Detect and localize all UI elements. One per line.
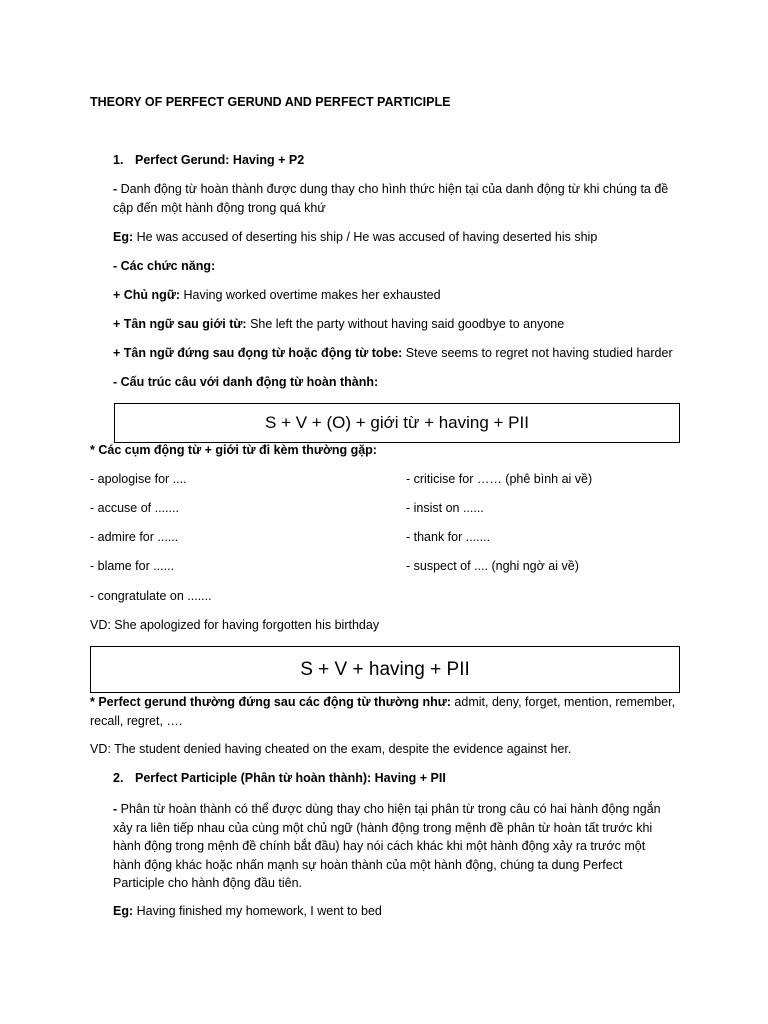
vd-example-2: VD: The student denied having cheated on the exam, despite the evidence against her.: [90, 742, 572, 756]
section2-example: [113, 904, 382, 918]
prep-object-function: [113, 317, 564, 331]
phrase-left-item: - accuse of .......: [90, 501, 179, 515]
eg-label: Eg:: [113, 230, 134, 244]
after-verbs-label: * Perfect gerund thường đứng sau các động từ thường như:: [90, 695, 451, 709]
section1-example: [113, 230, 597, 244]
phrase-right-item: - suspect of .... (nghi ngờ ai về): [406, 559, 579, 573]
formula-box-1: [114, 403, 680, 443]
document-title: THEORY OF PERFECT GERUND AND PERFECT PARTICIPLE: [90, 95, 451, 109]
section1-heading: Perfect Gerund: Having + P2: [135, 153, 305, 167]
after-verbs-note: [90, 693, 680, 730]
definition-text: Danh động từ hoàn thành được dung thay cho hình thức hiện tại của danh động từ khi chúng ta đề cập đến một hành động trong quá khứ: [113, 182, 669, 215]
phrase-left-item: - congratulate on .......: [90, 589, 212, 603]
section2-definition: [113, 800, 673, 893]
prep-object-text: She left the party without having said goodbye to anyone: [246, 317, 565, 331]
eg-label: Eg:: [113, 904, 134, 918]
eg-text: Having finished my homework, I went to bed: [133, 904, 382, 918]
phrase-right-item: - criticise for …… (phê bình ai về): [406, 472, 593, 486]
subject-text: Having worked overtime makes her exhausted: [180, 288, 441, 302]
verb-object-text: Steve seems to regret not having studied harder: [402, 346, 673, 360]
vd-example-1: VD: She apologized for having forgotten his birthday: [90, 618, 380, 632]
phrase-right-item: - insist on ......: [406, 501, 484, 515]
section2-number: 2.: [113, 771, 124, 785]
section2-heading: Perfect Participle (Phân từ hoàn thành): Having + PII: [135, 771, 446, 785]
eg-text: He was accused of deserting his ship / He was accused of having deserted his ship: [133, 230, 598, 244]
structure-label: - Cấu trúc câu với danh động từ hoàn thành:: [113, 375, 379, 389]
formula-1-text: S + V + (O) + giới từ + having + PII: [265, 413, 529, 432]
subject-label: + Chủ ngữ:: [113, 288, 181, 302]
phrase-right-item: - thank for .......: [406, 530, 491, 544]
section1-number: 1.: [113, 153, 124, 167]
formula-box-2: [90, 646, 680, 693]
phrase-left-item: - blame for ......: [90, 559, 175, 573]
prep-object-label: + Tân ngữ sau giới từ:: [113, 317, 247, 331]
subject-function: [113, 288, 441, 302]
definition-text: Phân từ hoàn thành có thể được dùng thay cho hiện tại phân từ trong câu có hai hành động ngắn xảy ra liên tiếp nhau của cùng một chủ ngữ (hành động trong mệnh đề phân từ hoàn tất trước khi hành động trong mệnh đề chính bắt đầu) hay nói cách khác khi một hành động xảy ra trước một hành động khác hoặc nhấn mạnh sự hoàn thành của một hành động, chúng ta dung Perfect Participle cho hành động đầu tiên.: [113, 802, 661, 890]
phrase-left-item: - admire for ......: [90, 530, 179, 544]
phrasal-verbs-label: * Các cụm động từ + giới từ đi kèm thường gặp:: [90, 443, 377, 457]
section1-definition: [113, 180, 683, 217]
phrase-left-item: - apologise for ....: [90, 472, 187, 486]
bullet-dash: -: [113, 802, 118, 816]
verb-object-function: [113, 346, 673, 360]
verb-object-label: + Tân ngữ đứng sau đọng từ hoặc động từ tobe:: [113, 346, 403, 360]
formula-2-text: S + V + having + PII: [300, 658, 470, 680]
after-verbs-text: admit, deny, forget, mention, remember, recall, regret, ….: [90, 695, 676, 728]
bullet-dash: -: [113, 182, 118, 196]
functions-label: - Các chức năng:: [113, 259, 216, 273]
